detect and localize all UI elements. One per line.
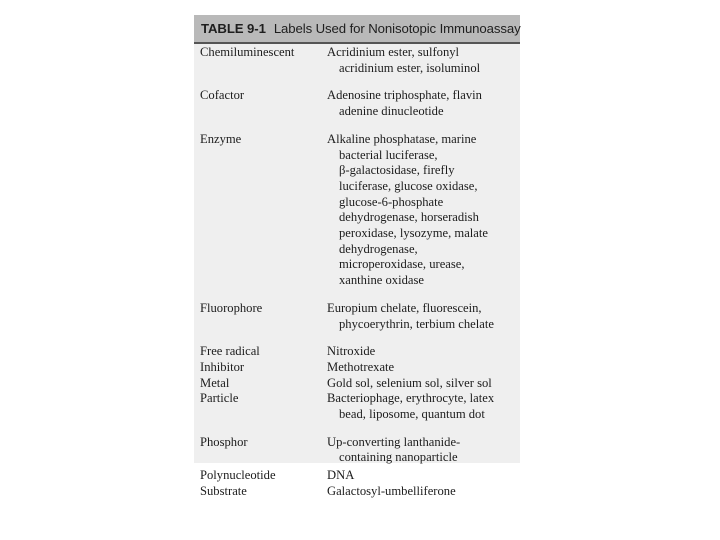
row-label: Polynucleotide — [200, 468, 276, 483]
table-number: TABLE 9-1 — [201, 21, 266, 36]
row-label: Chemiluminescent — [200, 45, 295, 59]
entry-line: β-galactosidase, firefly — [339, 163, 455, 178]
entry-line: acridinium ester, isoluminol — [339, 60, 481, 75]
table-title-bar — [194, 15, 520, 42]
row-label: Substrate — [200, 483, 247, 498]
row-label: Metal — [200, 375, 230, 390]
table-row — [194, 376, 520, 392]
entry-line: DNA — [327, 468, 355, 483]
entry-line: adenine dinucleotide — [339, 104, 444, 119]
row-spacer — [194, 76, 520, 88]
row-spacer — [194, 423, 520, 435]
entry-line: peroxidase, lysozyme, malate — [339, 226, 488, 241]
row-entry — [327, 376, 520, 392]
entry-line: Methotrexate — [327, 359, 395, 374]
entry-line: Gold sol, selenium sol, silver sol — [327, 375, 492, 390]
row-label: Enzyme — [200, 131, 242, 146]
entry-line: xanthine oxidase — [339, 273, 424, 288]
table-scan — [194, 15, 521, 498]
table-row — [194, 344, 520, 360]
row-entry — [327, 484, 520, 500]
entry-line: dehydrogenase, — [339, 241, 418, 256]
row-entry — [327, 344, 520, 360]
row-entry — [327, 391, 520, 422]
entry-line: bead, liposome, quantum dot — [339, 407, 485, 422]
table-body — [194, 45, 520, 500]
table-title: Labels Used for Nonisotopic Immunoassay — [273, 21, 521, 36]
entry-line: Alkaline phosphatase, marine — [327, 131, 477, 146]
row-entry — [327, 45, 520, 76]
row-label: Phosphor — [200, 434, 248, 449]
row-entry — [327, 132, 520, 289]
table-row — [194, 391, 520, 422]
entry-line: containing nanoparticle — [339, 450, 458, 465]
row-spacer — [194, 120, 520, 132]
row-label: Inhibitor — [200, 359, 245, 374]
entry-line: microperoxidase, urease, — [339, 257, 465, 272]
row-label: Cofactor — [200, 88, 245, 103]
entry-line: Europium chelate, fluorescein, — [327, 300, 482, 315]
table-row — [194, 301, 520, 332]
entry-line: Nitroxide — [327, 344, 376, 359]
entry-line: Bacteriophage, erythrocyte, latex — [327, 391, 495, 406]
row-spacer — [194, 289, 520, 301]
row-entry — [327, 360, 520, 376]
header-rule — [194, 42, 520, 44]
entry-line: Acridinium ester, sulfonyl — [327, 45, 460, 59]
entry-line: Galactosyl-umbelliferone — [327, 483, 456, 498]
entry-line: luciferase, glucose oxidase, — [339, 178, 478, 193]
table-row — [194, 360, 520, 376]
entry-line: Adenosine triphosphate, flavin — [327, 88, 482, 103]
row-label: Free radical — [200, 344, 260, 359]
row-entry — [327, 88, 520, 119]
entry-line: glucose-6-phosphate — [339, 194, 444, 209]
entry-line: Up-converting lanthanide- — [327, 434, 461, 449]
row-entry — [327, 468, 520, 484]
entry-line: phycoerythrin, terbium chelate — [339, 316, 494, 331]
entry-line: bacterial luciferase, — [339, 147, 438, 162]
entry-line: dehydrogenase, horseradish — [339, 210, 479, 225]
row-spacer — [194, 332, 520, 344]
row-entry — [327, 301, 520, 332]
table-row — [194, 45, 520, 76]
row-label: Particle — [200, 391, 239, 406]
table-row — [194, 484, 520, 500]
table-row — [194, 435, 520, 466]
table-row — [194, 132, 520, 289]
table-row — [194, 468, 520, 484]
row-label: Fluorophore — [200, 300, 263, 315]
row-entry — [327, 435, 520, 466]
table-row — [194, 88, 520, 119]
